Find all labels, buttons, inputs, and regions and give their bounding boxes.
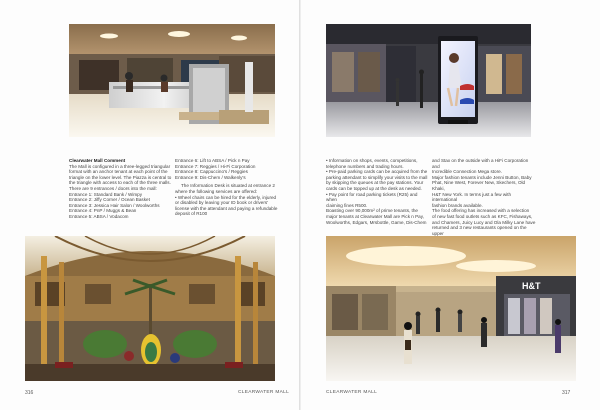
ht-storefront-corridor-photo	[326, 236, 576, 381]
text-line: Entrance 6: Lift to ABSA / Pick n Pay	[175, 158, 250, 163]
text-line: Entrance 5: ABSA / Vodacom	[69, 213, 129, 219]
text-line: where the following services are offered:	[175, 188, 258, 194]
info-desk-photo	[69, 24, 275, 137]
text-line: Major fashion tenants include Jenni Button, Baby	[432, 174, 532, 180]
text-line: by skipping the queues at the pay stations. Your	[326, 180, 424, 186]
text-line: Entrance 9: Dis-Chem / Walkenly's	[175, 174, 246, 180]
text-line: major tenants at Clearwater Mall are Pick n Pay,	[326, 213, 424, 219]
running-head-right: CLEARWATER MALL	[326, 390, 378, 395]
ht-store-logo: H&T	[522, 281, 541, 291]
right-text-column-1	[326, 158, 429, 225]
text-line: Entrance 3: Jessica Hair Salon / Woolworths	[69, 202, 160, 208]
text-line: claiming fines R500.	[326, 202, 368, 208]
sneaker-ad-display-photo	[326, 24, 531, 137]
left-text-column-2	[175, 158, 278, 217]
section-heading: Clearwater Mall Comment	[69, 158, 126, 163]
text-line: Incredible Connection Mega store.	[432, 169, 502, 175]
text-line: and Stax on the outside with a HiFi Corporation and	[432, 158, 529, 169]
text-line: the triangle with access to each of the three malls.	[69, 180, 171, 186]
text-line: The Information Desk is situated at entrance 2	[181, 183, 275, 189]
text-line: Entrance 7: Reggies / Hi-Fi Corporation	[175, 163, 256, 169]
page-number-left: 316	[25, 390, 34, 396]
text-line: and Chamers, Juicy Lucy and Ola Milky Lane have	[432, 219, 536, 225]
piazza-atrium-photo	[25, 236, 275, 381]
right-text-column-2	[432, 158, 536, 242]
text-line: The food offering has increased with a selection	[432, 208, 530, 214]
text-line: • Pre-paid parking cards can be acquired from the	[326, 169, 428, 175]
left-page	[0, 0, 299, 410]
right-page	[301, 0, 600, 410]
text-line: cards can be topped up at the desk as needed.	[326, 185, 422, 191]
running-head-left: CLEARWATER MALL	[238, 390, 290, 395]
text-line: deposit of R100	[175, 211, 208, 217]
text-line: of new fast food outlets such as KFC, Fishaways,	[432, 213, 533, 219]
text-line: returned and 3 new restaurants opened on the upper	[432, 225, 527, 236]
text-line: fashion brands available.	[432, 202, 483, 208]
text-line: triangle on the lower level. The Piazza is central to	[69, 174, 172, 180]
text-line: Phat, Nine West, Forever New, Skechers, Old Khaki,	[432, 180, 526, 191]
text-line: H&T New York. In terms just a few with international	[432, 191, 512, 203]
text-line: The Mall is configured in a three-legged triangular	[69, 163, 171, 169]
text-line: Entrance 1: Standard Bank / Wimpy	[69, 191, 143, 197]
text-line: Entrance 4: PnP / Muggs & Bean	[69, 208, 137, 214]
text-line: • Information on shops, events, competitions,	[326, 158, 418, 163]
text-line: telephone numbers and trading hours.	[326, 163, 404, 169]
left-text-column-1	[69, 158, 172, 220]
text-line: Woolworths, Edgars, Mrsbottle, Game, Dis-Chem	[326, 219, 427, 225]
text-line: Entrance 2: Jiffy Corner / Ocean Basket	[69, 197, 150, 203]
text-line: Entrance 8: Cappuccino's / Reggies	[175, 169, 248, 175]
text-line: format with an anchor tenant at each point of the	[69, 169, 168, 175]
text-line: Boasting over 90,000m² of prime tenants, the	[326, 208, 418, 214]
text-line: • Pay point for road parking tickets (R25) and when	[326, 191, 418, 203]
text-line: parking attendant to simplify your visits to the mall	[326, 174, 428, 180]
text-line: • Wheel chairs can be hired for the elderly, injured	[175, 194, 277, 200]
page-number-right: 317	[562, 390, 571, 396]
text-line: or disabled by leaving your ID book or drivers'	[175, 200, 269, 206]
text-line: There are 9 entrances / doors into the mall:	[69, 185, 157, 191]
text-line: license with the attendant and paying a refundable	[175, 205, 278, 211]
